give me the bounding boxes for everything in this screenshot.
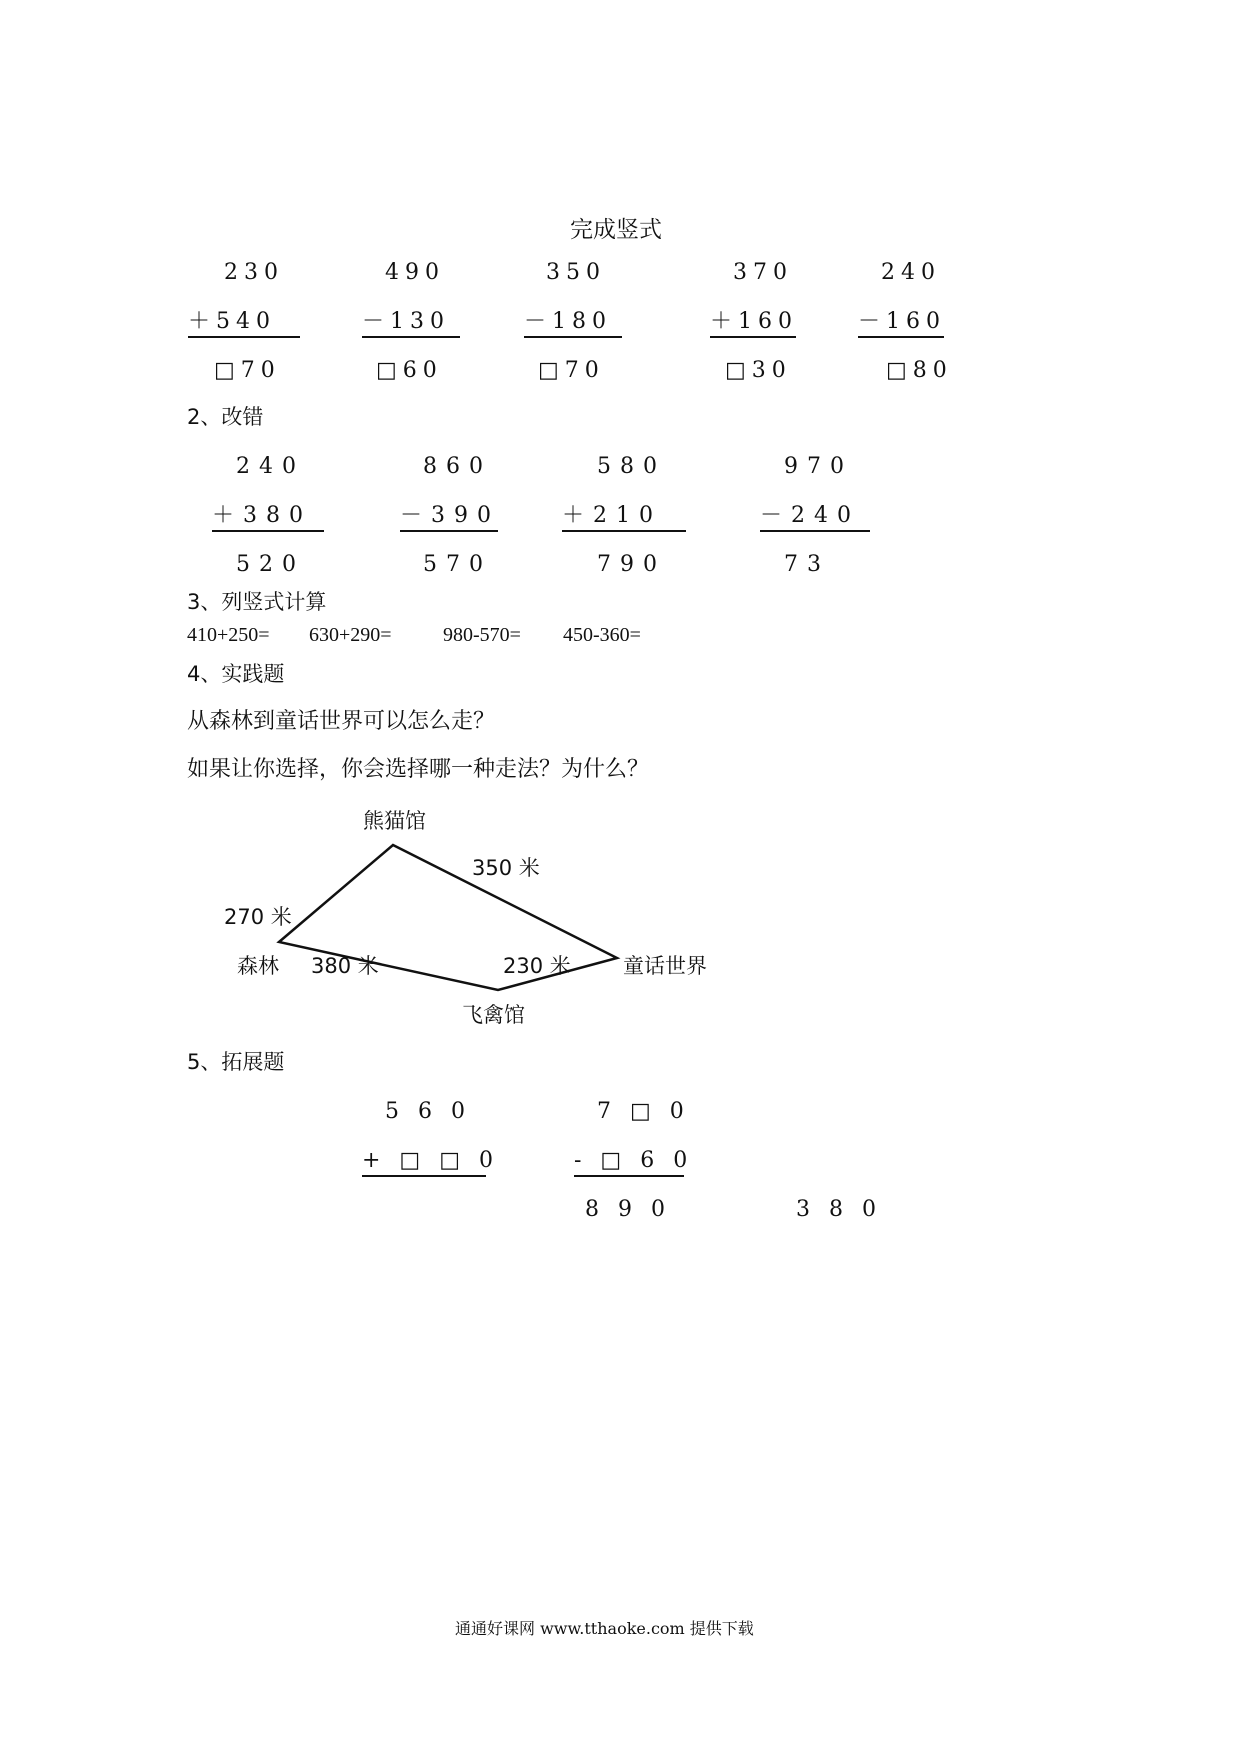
vertical-problem-bottom: + □ □ 0 bbox=[362, 1150, 486, 1177]
calculation-item: 410+250= bbox=[187, 624, 270, 646]
vertical-problem-top: 580 bbox=[597, 454, 666, 479]
question-text: 从森林到童话世界可以怎么走？ bbox=[187, 709, 496, 734]
footer-text: 通通好课网 www.tthaoke.com 提供下载 bbox=[455, 1619, 754, 1638]
vertical-problem-top: 7 □ 0 bbox=[597, 1099, 690, 1124]
section4-heading: 4、实践题 bbox=[187, 662, 285, 686]
vertical-problem-bottom: ＋380 bbox=[212, 505, 324, 532]
aviary-label: 飞禽馆 bbox=[462, 1003, 525, 1027]
vertical-problem-bottom: －130 bbox=[362, 311, 460, 338]
vertical-problem-top: 5 6 0 bbox=[385, 1099, 471, 1124]
vertical-problem-top: 860 bbox=[423, 454, 492, 479]
vertical-problem-result: 8 9 0 bbox=[585, 1197, 671, 1222]
section1-title: 完成竖式 bbox=[570, 217, 662, 243]
vertical-problem-bottom: - □ 6 0 bbox=[574, 1150, 684, 1177]
fairy-world-label: 童话世界 bbox=[623, 954, 707, 978]
vertical-problem-top: 370 bbox=[733, 260, 793, 285]
vertical-problem-result: □80 bbox=[886, 358, 953, 383]
vertical-problem-result: □60 bbox=[376, 358, 443, 383]
section2-heading: 2、改错 bbox=[187, 405, 264, 429]
calculation-item: 980-570= bbox=[443, 624, 521, 646]
vertical-problem-result: □70 bbox=[538, 358, 605, 383]
vertical-problem-bottom: －240 bbox=[760, 505, 870, 532]
vertical-problem-bottom: －160 bbox=[858, 311, 944, 338]
vertical-problem-top: 240 bbox=[236, 454, 305, 479]
calculation-item: 630+290= bbox=[309, 624, 392, 646]
vertical-problem-result: 790 bbox=[597, 552, 666, 577]
vertical-problem-bottom: ＋210 bbox=[562, 505, 686, 532]
forest-label: 森林 bbox=[237, 954, 279, 978]
section5-heading: 5、拓展题 bbox=[187, 1050, 285, 1074]
vertical-problem-bottom: ＋160 bbox=[710, 311, 796, 338]
vertical-problem-top: 970 bbox=[784, 454, 853, 479]
vertical-problem-result: □30 bbox=[725, 358, 792, 383]
vertical-problem-result: 3 8 0 bbox=[796, 1197, 882, 1222]
distance-label: 230 米 bbox=[503, 954, 571, 978]
vertical-problem-top: 240 bbox=[881, 260, 941, 285]
calculation-item: 450-360= bbox=[563, 624, 641, 646]
vertical-problem-result: 570 bbox=[423, 552, 492, 577]
vertical-problem-top: 350 bbox=[546, 260, 606, 285]
vertical-problem-bottom: ＋540 bbox=[188, 311, 300, 338]
vertical-problem-bottom: －180 bbox=[524, 311, 622, 338]
section3-heading: 3、列竖式计算 bbox=[187, 590, 327, 614]
question-text: 如果让你选择，你会选择哪一种走法？为什么？ bbox=[187, 757, 650, 782]
vertical-problem-result: 520 bbox=[236, 552, 305, 577]
vertical-problem-top: 230 bbox=[224, 260, 284, 285]
vertical-problem-top: 490 bbox=[385, 260, 445, 285]
panda-house-label: 熊猫馆 bbox=[363, 809, 426, 833]
distance-label: 380 米 bbox=[311, 954, 379, 978]
vertical-problem-result: 73 bbox=[784, 552, 830, 577]
vertical-problem-bottom: －390 bbox=[400, 505, 498, 532]
vertical-problem-result: □70 bbox=[214, 358, 281, 383]
distance-label: 270 米 bbox=[224, 905, 292, 929]
distance-label: 350 米 bbox=[472, 856, 540, 880]
